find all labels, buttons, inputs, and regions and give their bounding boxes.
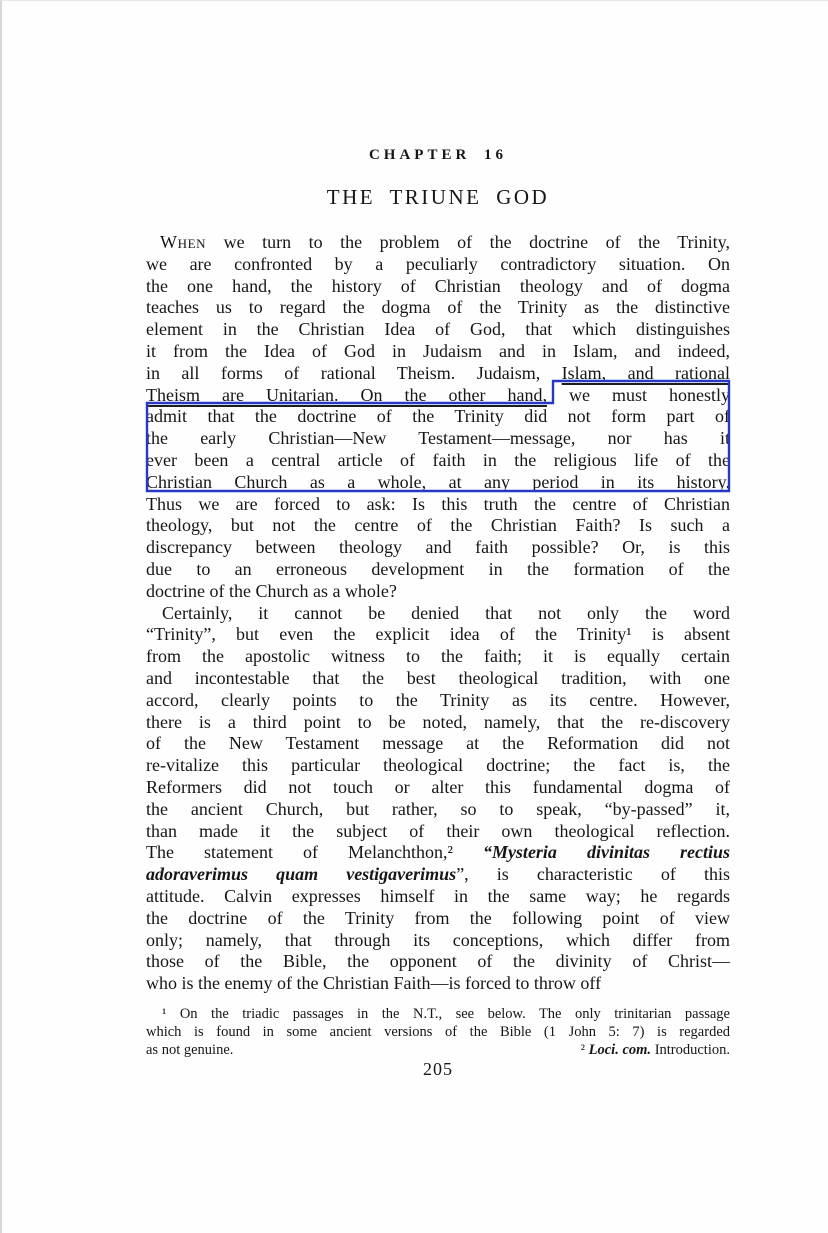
text-line <box>146 232 730 254</box>
text-line: doctrine of the Church as a whole? <box>146 580 397 601</box>
text-line: the one hand, the history of Christian theology and of dogma <box>146 275 730 296</box>
footnote-marker: ² <box>580 1042 589 1058</box>
text-line: discrepancy between theology and faith possible? Or, is this <box>146 537 730 558</box>
underlined-segment: Islam, and rational <box>561 362 730 383</box>
footnotes <box>146 1005 730 1059</box>
chapter-heading: CHAPTER 16 <box>368 147 508 163</box>
text-line: accord, clearly points to the Trinity as its centre. However, <box>146 689 730 710</box>
text-line: we are confronted by a peculiarly contradictory situation. On <box>146 253 730 274</box>
text-line: and incontestable that the best theological tradition, with one <box>146 667 730 688</box>
text-line: the doctrine of the Trinity from the following point of view <box>146 907 730 928</box>
text-line <box>146 363 730 385</box>
text-segment: The statement of Melanchthon,² <box>146 842 483 863</box>
text-line: teaches us to regard the dogma of the Trinity as the distinctive <box>146 297 730 318</box>
text-line: than made it the subject of their own theological reflection. <box>146 820 730 841</box>
underlined-segment: Theism are Unitarian. On the other hand, <box>146 384 547 405</box>
footnote-line <box>146 1041 730 1059</box>
text-line: Thus we are forced to ask: Is this truth the centre of Christian <box>146 493 730 514</box>
scan-top-edge <box>0 0 828 1</box>
text-line <box>146 864 730 886</box>
text-line: who is the enemy of the Christian Faith—is forced to throw off <box>146 973 602 994</box>
text-line: only; namely, that through its conceptions, which differ from <box>146 929 730 950</box>
footnote-line: ¹ On the triadic passages in the N.T., see below. The only trinitarian passage <box>162 1006 730 1022</box>
text-line: attitude. Calvin expresses himself in the same way; he regards <box>146 885 730 906</box>
boxed-segment-start: we must honestly <box>546 384 730 405</box>
text-line: from the apostolic witness to the faith; it is equally certain <box>146 646 730 667</box>
text-line: theology, but not the centre of the Christian Faith? Is such a <box>146 515 730 536</box>
text-line: of the New Testament message at the Reformation did not <box>146 733 730 754</box>
text-line: there is a third point to be noted, namely, that the re-discovery <box>146 711 730 732</box>
footnote-left: as not genuine. <box>146 1042 234 1058</box>
body-text <box>146 232 730 995</box>
text-line: Certainly, it cannot be denied that not only the word <box>162 602 730 623</box>
text-segment: Introduction. <box>651 1042 730 1058</box>
text-segment: we turn to the problem of the doctrine of the Trinity, <box>206 232 730 252</box>
text-line: admit that the doctrine of the Trinity did not form part of <box>146 406 730 427</box>
page-number: 205 <box>423 1059 453 1079</box>
text-line: Christian Church as a whole, at any period in its history. <box>146 471 730 492</box>
latin-italic-segment: Loci. com. <box>588 1042 652 1058</box>
text-line: “Trinity”, but even the explicit idea of the Trinity¹ is absent <box>146 624 730 645</box>
latin-italic-segment: “Mysteria divinitas rectius <box>482 842 730 863</box>
text-line: re-vitalize this particular theological doctrine; the fact is, the <box>146 755 730 776</box>
text-line <box>146 385 730 407</box>
text-segment: ”, is characteristic of this <box>456 864 730 885</box>
text-line: ever been a central article of faith in the religious life of the <box>146 449 730 470</box>
footnote-right <box>581 1041 730 1059</box>
latin-italic-segment: adoraverimus quam vestigaverimus <box>146 864 457 885</box>
smallcaps-word: When <box>160 232 207 252</box>
scan-left-edge <box>0 0 2 1233</box>
text-line: it from the Idea of God in Judaism and in Islam, and indeed, <box>146 340 730 361</box>
text-line: Reformers did not touch or alter this fundamental dogma of <box>146 776 730 797</box>
footnote-line: which is found in some ancient versions of the Bible (1 John 5: 7) is regarded <box>146 1024 730 1040</box>
text-line <box>146 842 730 864</box>
text-line: the ancient Church, but rather, so to speak, “by-passed” it, <box>146 798 730 819</box>
text-line: element in the Christian Idea of God, that which distinguishes <box>146 319 730 340</box>
page-title: THE TRIUNE GOD <box>326 185 550 209</box>
text-line: those of the Bible, the opponent of the divinity of Christ— <box>146 951 730 972</box>
text-line: the early Christian—New Testament—message, nor has it <box>146 428 730 449</box>
text-segment: in all forms of rational Theism. Judaism, <box>146 362 562 383</box>
text-line: due to an erroneous development in the formation of the <box>146 558 730 579</box>
